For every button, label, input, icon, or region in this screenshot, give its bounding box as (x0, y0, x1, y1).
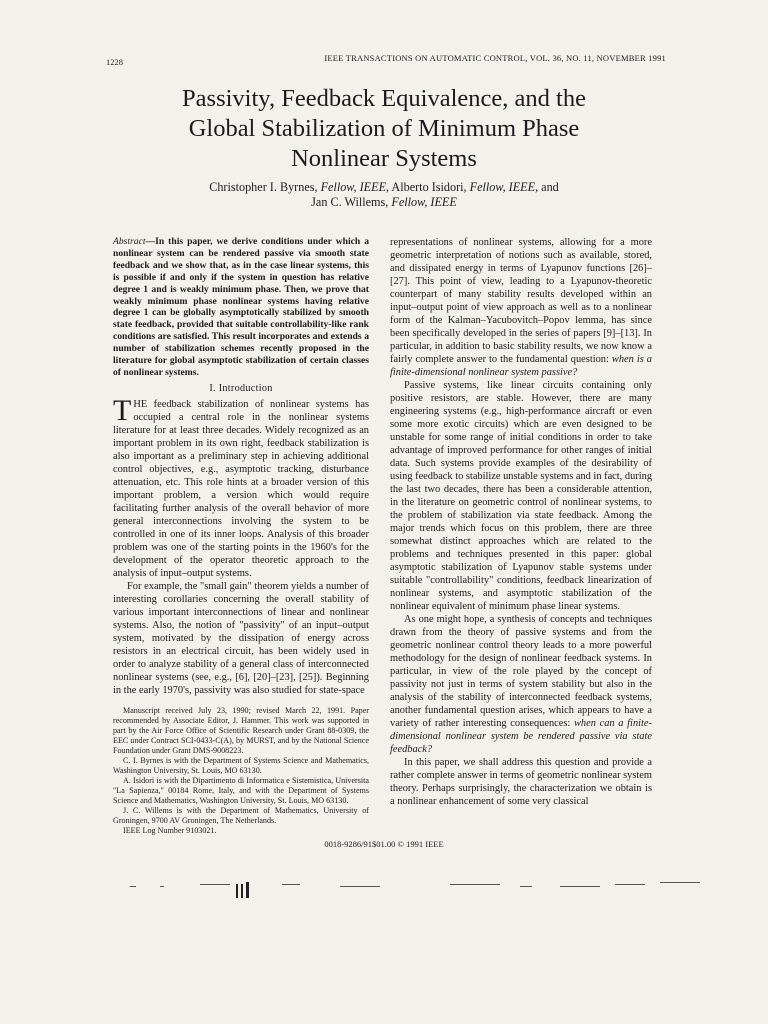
author-willems: Jan C. Willems, (311, 195, 392, 209)
scan-mark (340, 886, 380, 887)
title-line-1: Passivity, Feedback Equivalence, and the (182, 85, 586, 112)
scan-artifacts (0, 870, 768, 910)
abstract-text: —In this paper, we derive conditions under which a nonlinear system can be rendered passive via smooth state feedback and we show that, as in the case linear systems, this is possible if and only if the system in question has relative degree 1 and is weakly minimum phase. Then, we prove that weakly minimum phase nonlinear systems having relative degree 1 can be globally asymptotically stabilized by smooth state feedback, provided that suitable controllability-like rank conditions are satisfied. This result incorporates and extends a number of stabilization schemes recently proposed in the literature for global asymptotic stabilization of certain classes of nonlinear systems. (113, 236, 369, 378)
left-column (113, 236, 369, 836)
intro-paragraph-1-text: HE feedback stabilization of nonlinear systems has occupied a central role in the nonlinear systems literature for at least three decades. Widely recognized as an important problem in its own right, feedback stabilization is also important as a preliminary step in achieving additional control objectives, e.g., asymptotic tracking, disturbance attenuation, etc. This role hints at a broader version of this important problem, a version which would require facilitating further analysis of the overall behavior of more general interconnections involving the system to be controlled in one of its inner loops. Analysis of this broader problem was one of the starting points in the 1960's for the development of the operator theoretic approach to the analysis of input–output systems. (113, 398, 369, 579)
scan-mark (450, 884, 500, 885)
author-willems-grade: Fellow, IEEE (391, 195, 457, 209)
scan-bar (246, 882, 249, 898)
title-line-3: Nonlinear Systems (291, 145, 477, 172)
footnote-manuscript: Manuscript received July 23, 1990; revised March 22, 1991. Paper recommended by Associate Editor, J. Hammer. This work was supported in part by the Air Force Office of Scientific Research under Grant 88-0309, the EEC under Contract SCI-0433-C(A), by MURST, and by the National Science Foundation under Grant DMS-9008223. (113, 705, 369, 755)
running-head: IEEE TRANSACTIONS ON AUTOMATIC CONTROL, VOL. 36, NO. 11, NOVEMBER 1991 (324, 53, 666, 63)
footnotes (113, 706, 369, 836)
abstract-label: Abstract (113, 236, 146, 247)
author-line-2 (100, 195, 668, 210)
author-line-1 (100, 180, 668, 195)
scan-mark (200, 884, 230, 885)
section-heading: I. Introduction (209, 382, 273, 394)
right-paragraph-1-question: when is a finite-dimensional nonlinear system passive? (390, 354, 652, 378)
footnote-byrnes: C. I. Byrnes is with the Department of Systems Science and Mathematics, Washington University, St. Louis, MO 63130. (113, 755, 369, 775)
right-paragraph-3-question: when can a finite-dimensional nonlinear system be rendered passive via state feedback? (390, 718, 652, 755)
paper-title (100, 84, 668, 174)
scan-mark (160, 886, 164, 887)
author-block (100, 180, 668, 210)
author-isidori: Alberto Isidori, (389, 180, 470, 194)
author-byrnes: Christopher I. Byrnes, (209, 180, 321, 194)
scan-mark (615, 884, 645, 885)
footnote-willems: J. C. Willems is with the Department of Mathematics, University of Groningen, 9700 AV Groningen, The Netherlands. (113, 805, 369, 825)
right-paragraph-3-text: As one might hope, a synthesis of concepts and techniques drawn from the theory of passive systems and from the geometric nonlinear control theory leads to a more powerful methodology for the design of nonlinear feedback systems. In particular, in view of the role played by the concept of passivity not just in terms of system stability but also in the analysis of the stability of interconnected feedback systems, another fundamental question arises, which appears to have a variety of rather interesting consequences: (390, 614, 652, 729)
author-isidori-grade: Fellow, IEEE, (469, 180, 539, 194)
scan-bar (236, 884, 238, 898)
footnote-isidori: A. Isidori is with the Dipartimento di Informatica e Sistemistica, Universita "La Sapienza," 00184 Rome, Italy, and with the Department of Systems Science and Mathematics, Washington University, St. Louis, MO 63130. (113, 775, 369, 805)
scan-mark (520, 886, 532, 887)
drop-cap: T (113, 393, 132, 427)
intro-paragraph-2: For example, the "small gain" theorem yields a number of interesting corollaries concerning the overall stability of various important interconnections of linear and nonlinear systems. Also, the notion of "passivity" of an input–output system, motivated by the dissipation of energy across resistors in an electrical circuit, has been widely used in order to analyze stability of a general class of interconnected nonlinear systems (see, e.g., [6], [20]–[23], [25]). Beginning in the early 1970's, passivity was also studied for state-space (113, 580, 369, 696)
footnote-log-number: IEEE Log Number 9103021. (123, 825, 217, 835)
right-paragraph-2: Passive systems, like linear circuits containing only positive resistors, are stable. However, there are many engineering systems (e.g., high-performance aircraft or even some more exotic circuits) which are even designed to be unstable for some range of initial conditions in order to take advantage of improved performance for other ranges of initial data. Such systems provide examples of the desirability of using feedback to stabilize unstable systems and in fact, during the last two decades, there has been a considerable attention, in the literature on geometric control of nonlinear systems, to the problem of stabilization via state feedback. Among the major trends which focus on this problem, there are three somewhat distinct approaches which are related to the problems and techniques presented in this paper: global asymptotic stabilization of Lyapunov stable systems under suitable "controllability" conditions, feedback linearization of nonlinear systems, and asymptotic stabilization of the nonlinear equivalent of minimum phase linear systems. (390, 380, 653, 612)
scan-mark (560, 886, 600, 887)
scan-mark (660, 882, 700, 883)
intro-paragraph-1 (113, 393, 369, 580)
abstract (113, 236, 369, 379)
scan-bar (241, 884, 243, 898)
page-number: 1228 (106, 57, 123, 67)
right-paragraph-3 (390, 613, 652, 756)
right-paragraph-1 (390, 236, 652, 379)
copyright-line: 0018-9286/91$01.00 © 1991 IEEE (324, 839, 444, 849)
right-paragraph-1-text: representations of nonlinear systems, allowing for a more geometric interpretation of notions such as available, stored, and dissipated energy in terms of Lyapunov functions [26]–[27]. This point of view, leading to a Lyapunov-theoretic counterpart of many stability results developed within an input–output point of view approach as well as to a nonlinear form of the Kalman–Yacubovitch–Popov lemma, has since been specifically developed in the series of papers [9]–[13]. In particular, in addition to basic stability results, we now know a fairly complete answer to the fundamental question: (390, 237, 652, 365)
right-column (390, 236, 652, 808)
title-line-2: Global Stabilization of Minimum Phase (188, 115, 580, 142)
scan-mark (282, 884, 300, 885)
author-byrnes-grade: Fellow, IEEE, (320, 180, 390, 194)
scan-mark (130, 886, 136, 887)
right-paragraph-4: In this paper, we shall address this question and provide a rather complete answer in terms of geometric nonlinear system theory. Perhaps surprisingly, the characterization we obtain is a nonlinear enhancement of some very classical (390, 757, 652, 807)
author-and: and (538, 180, 559, 194)
